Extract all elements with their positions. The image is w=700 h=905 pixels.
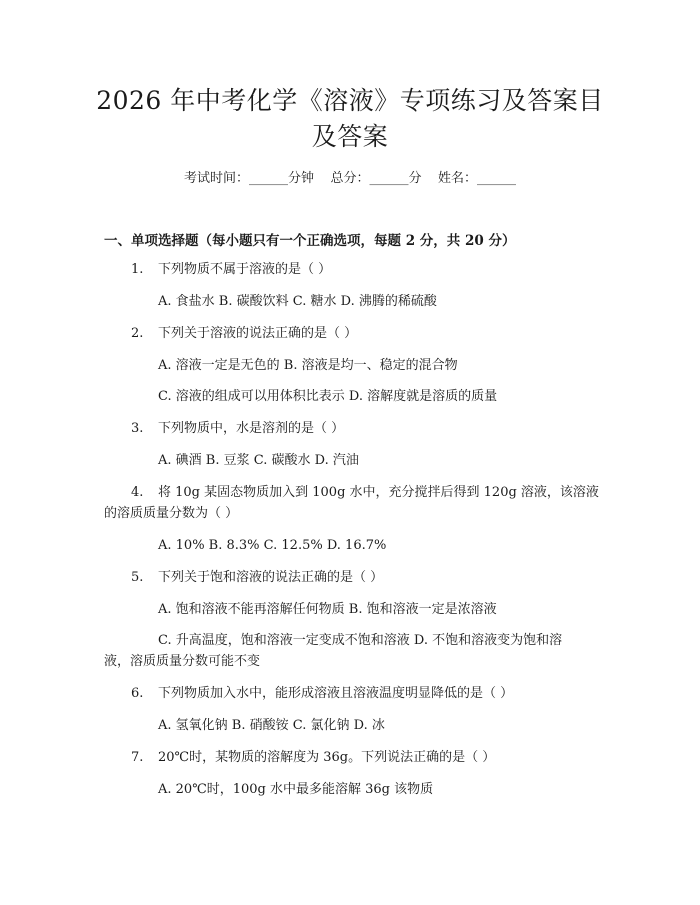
question-number: 3.	[131, 421, 144, 436]
question-text-line-1: 将 10g 某固态物质加入到 100g 水中，充分搅拌后得到 120g 溶液，该溶液	[158, 485, 599, 500]
question-4-options: A. 10% B. 8.3% C. 12.5% D. 16.7%	[158, 538, 387, 553]
question-2-options-ab: A. 溶液一定是无色的 B. 溶液是均一、稳定的混合物	[158, 358, 458, 373]
question-2	[131, 325, 357, 343]
question-2-options-cd: C. 溶液的组成可以用体积比表示 D. 溶解度就是溶质的质量	[158, 389, 498, 404]
question-text: 下列物质加入水中，能形成溶液且溶液温度明显降低的是（ ）	[158, 686, 514, 701]
question-number: 7.	[131, 750, 144, 765]
question-5-options-cd-line-1: C. 升高温度，饱和溶液一定变成不饱和溶液 D. 不饱和溶液变为饱和溶	[158, 633, 563, 648]
question-text: 下列物质不属于溶液的是（ ）	[158, 262, 332, 277]
question-number: 1.	[131, 262, 144, 277]
section-heading: 一、单项选择题（每小题只有一个正确选项，每题 2 分，共 20 分）	[104, 233, 516, 249]
question-3-options: A. 碘酒 B. 豆浆 C. 碳酸水 D. 汽油	[158, 453, 359, 468]
question-text: 下列关于饱和溶液的说法正确的是（ ）	[158, 570, 384, 585]
document-title-line-1: 2026 年中考化学《溶液》专项练习及答案目	[96, 86, 604, 115]
question-7	[131, 749, 495, 767]
question-5-options-cd-line-2: 液，溶质质量分数可能不变	[104, 654, 261, 669]
question-1	[131, 261, 331, 279]
question-6	[131, 685, 513, 703]
question-5	[131, 569, 383, 587]
question-text: 下列关于溶液的说法正确的是（ ）	[158, 326, 358, 341]
question-7-option-a: A. 20℃时，100g 水中最多能溶解 36g 该物质	[158, 782, 434, 797]
question-text: 下列物质中，水是溶剂的是（ ）	[158, 421, 345, 436]
exam-info-line: 考试时间：______分钟 总分：______分 姓名：______	[183, 171, 517, 186]
question-number: 2.	[131, 326, 144, 341]
document-title-line-2: 及答案	[311, 122, 389, 151]
question-number: 5.	[131, 570, 144, 585]
question-4-text-line-2: 的溶质质量分数为（ ）	[104, 506, 239, 521]
question-3	[131, 420, 344, 438]
question-number: 6.	[131, 686, 144, 701]
question-6-options: A. 氢氧化钠 B. 硝酸铵 C. 氯化钠 D. 冰	[158, 718, 385, 733]
question-number: 4.	[131, 485, 144, 500]
question-1-options: A. 食盐水 B. 碳酸饮料 C. 糖水 D. 沸腾的稀硫酸	[158, 294, 437, 309]
question-text: 20℃时，某物质的溶解度为 36g。下列说法正确的是（ ）	[158, 750, 496, 765]
question-5-options-ab: A. 饱和溶液不能再溶解任何物质 B. 饱和溶液一定是浓溶液	[158, 602, 497, 617]
question-4	[131, 484, 599, 502]
